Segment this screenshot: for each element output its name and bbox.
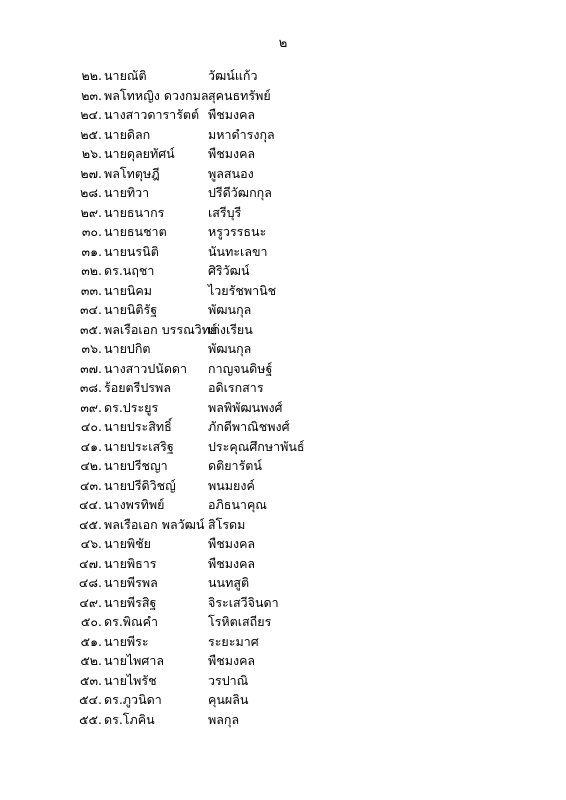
entry-name: นายนิคม bbox=[104, 282, 153, 298]
entry-number: ๒๖. bbox=[81, 146, 102, 161]
entry-number: ๔๔. bbox=[79, 497, 102, 512]
entry-surname: วรปาณิ bbox=[208, 672, 249, 688]
entry-number: ๒๓. bbox=[81, 87, 102, 103]
entry-name: นายทิวา bbox=[104, 185, 150, 200]
entry-number: ๔๘. bbox=[78, 575, 102, 590]
list-item bbox=[0, 437, 566, 457]
entry-surname: พืชมงคล bbox=[208, 653, 256, 668]
entry-number: ๒๕. bbox=[80, 126, 102, 142]
entry-name: นายไพศาล bbox=[104, 653, 165, 668]
list-item bbox=[0, 593, 566, 613]
entry-surname: มหาดำรงกุล bbox=[208, 126, 275, 142]
list-item bbox=[0, 183, 566, 203]
list-item bbox=[0, 710, 566, 730]
list-item bbox=[0, 515, 566, 535]
list-item bbox=[0, 378, 566, 398]
entry-surname: โรหิตเสถียร bbox=[208, 614, 272, 629]
entry-name: นางพรทิพย์ bbox=[104, 497, 165, 512]
entry-name: นายดุลยทัศน์ bbox=[104, 146, 175, 161]
entry-surname: พลพิพัฒนพงศ์ bbox=[208, 399, 283, 415]
entry-surname: เสรีบุรี bbox=[208, 204, 242, 220]
list-item bbox=[0, 573, 566, 593]
list-item bbox=[0, 144, 566, 164]
entry-surname: สิโรดม bbox=[208, 516, 246, 532]
list-item bbox=[0, 66, 566, 86]
entry-name: พลโทตุษฎี bbox=[104, 165, 160, 181]
entry-surname: นันทะเลขา bbox=[208, 243, 268, 259]
entry-surname: พืชมงคล bbox=[208, 146, 256, 161]
entry-surname: คุนผลิน bbox=[208, 692, 249, 707]
entry-name: พลโทหญิง ดวงกมล bbox=[104, 87, 209, 103]
entry-number: ๕๐. bbox=[80, 614, 102, 629]
list-item bbox=[0, 105, 566, 125]
list-item bbox=[0, 281, 566, 301]
entry-surname: ปรีดีวัฒกกุล bbox=[208, 185, 272, 200]
entry-number: ๓๒. bbox=[81, 263, 102, 278]
entry-name: นายพิธาร bbox=[104, 555, 157, 571]
page-number: ๒ bbox=[278, 36, 288, 51]
entry-name: ดร.โภคิน bbox=[104, 711, 155, 727]
list-item bbox=[0, 651, 566, 671]
entry-number: ๕๒. bbox=[80, 653, 102, 668]
entry-number: ๒๗. bbox=[80, 165, 102, 181]
entry-number: ๔๕. bbox=[79, 516, 102, 532]
entry-name: พลเรือเอก พลวัฒน์ bbox=[104, 516, 205, 532]
entry-number: ๔๙. bbox=[79, 594, 102, 610]
list-item bbox=[0, 300, 566, 320]
list-item bbox=[0, 398, 566, 418]
entry-name: พลเรือเอก บรรณวิทย์ bbox=[104, 321, 218, 337]
entry-name: นายพิชัย bbox=[104, 536, 151, 551]
entry-name: นายธนากร bbox=[104, 204, 165, 220]
entry-name: นายไพรัช bbox=[104, 672, 157, 688]
entry-surname: ภักดีพาณิชพงศ์ bbox=[208, 419, 290, 434]
entry-name: นายประสิทธิ์ bbox=[104, 419, 172, 434]
list-item bbox=[0, 534, 566, 554]
entry-name: นางสาวปนัดดา bbox=[104, 360, 188, 376]
entry-surname: อดิเรกสาร bbox=[208, 380, 264, 395]
entry-number: ๔๗. bbox=[79, 555, 102, 571]
entry-name: นายณัติ bbox=[104, 68, 147, 83]
entry-number: ๓๑. bbox=[81, 243, 102, 259]
entry-surname: พูลสนอง bbox=[208, 165, 254, 181]
entry-name: นายธนชาต bbox=[104, 224, 167, 239]
list-item bbox=[0, 456, 566, 476]
entry-number: ๕๕. bbox=[79, 711, 102, 727]
entry-surname: พนมยงค์ bbox=[208, 477, 255, 493]
entry-name: นายพีระ bbox=[104, 633, 149, 649]
entry-name: ดร.พิณคำ bbox=[104, 614, 159, 629]
entry-number: ๓๔. bbox=[80, 302, 102, 317]
list-item bbox=[0, 690, 566, 710]
entry-surname: ระยะมาศ bbox=[208, 633, 259, 649]
list-item bbox=[0, 612, 566, 632]
entry-surname: อภิธนาคุณ bbox=[208, 497, 267, 512]
list-item bbox=[0, 222, 566, 242]
entry-surname: ศิริวัฒน์ bbox=[208, 263, 250, 278]
entry-number: ๓๓. bbox=[80, 282, 102, 298]
list-item bbox=[0, 125, 566, 145]
entry-surname: พืชมงคล bbox=[208, 107, 256, 122]
list-item bbox=[0, 242, 566, 262]
list-item bbox=[0, 203, 566, 223]
entry-surname: พืชมงคล bbox=[208, 536, 256, 551]
entry-surname: พัฒนกุล bbox=[208, 302, 252, 317]
name-list bbox=[0, 66, 566, 729]
list-item bbox=[0, 86, 566, 106]
entry-number: ๒๙. bbox=[80, 204, 102, 220]
list-item bbox=[0, 164, 566, 184]
entry-name: ดร.ภูวนิดา bbox=[104, 692, 162, 707]
entry-number: ๕๔. bbox=[79, 692, 102, 707]
entry-number: ๓๕. bbox=[80, 321, 102, 337]
entry-number: ๓๘. bbox=[79, 380, 102, 395]
entry-surname: หรูวรรธนะ bbox=[208, 224, 267, 239]
list-item bbox=[0, 339, 566, 359]
entry-name: นายปกิต bbox=[104, 341, 151, 356]
entry-number: ๒๘. bbox=[80, 185, 102, 200]
entry-surname: วัฒน์แก้ว bbox=[208, 68, 258, 83]
entry-number: ๔๑. bbox=[80, 438, 102, 454]
list-item bbox=[0, 554, 566, 574]
entry-surname: สุคนธทรัพย์ bbox=[208, 87, 271, 103]
entry-name: นายปรีชญา bbox=[104, 458, 168, 473]
list-item bbox=[0, 671, 566, 691]
list-item bbox=[0, 476, 566, 496]
entry-number: ๒๒. bbox=[81, 68, 102, 83]
entry-surname: เก่งเรียน bbox=[208, 321, 253, 337]
list-item bbox=[0, 632, 566, 652]
entry-surname: พืชมงคล bbox=[208, 555, 256, 571]
entry-surname: พลกุล bbox=[208, 711, 240, 727]
entry-number: ๓๗. bbox=[80, 360, 102, 376]
entry-number: ๔๖. bbox=[80, 536, 102, 551]
list-item bbox=[0, 495, 566, 515]
list-item bbox=[0, 417, 566, 437]
entry-surname: ประคุณศึกษาพันธ์ bbox=[208, 438, 305, 454]
entry-name: นายดิลก bbox=[104, 126, 151, 142]
entry-name: นายประเสริฐ bbox=[104, 438, 174, 454]
entry-number: ๓๖. bbox=[81, 341, 102, 356]
entry-number: ๕๓. bbox=[80, 672, 102, 688]
entry-surname: จิระเสวีจินดา bbox=[208, 594, 279, 610]
entry-surname: ดติยารัตน์ bbox=[208, 458, 262, 473]
entry-name: นางสาวดารารัตต์ bbox=[104, 107, 200, 122]
entry-name: นายพีรสิฐ bbox=[104, 594, 157, 610]
list-item bbox=[0, 261, 566, 281]
entry-name: นายนิติรัฐ bbox=[104, 302, 158, 317]
entry-number: ๔๓. bbox=[80, 477, 102, 493]
list-item bbox=[0, 359, 566, 379]
entry-number: ๔๐. bbox=[80, 419, 102, 434]
entry-surname: นนทสูติ bbox=[208, 575, 250, 590]
entry-name: นายปรีดิวิชญ์ bbox=[104, 477, 176, 493]
entry-number: ๒๔. bbox=[80, 107, 102, 122]
entry-name: ดร.ประยูร bbox=[104, 399, 159, 415]
entry-surname: พัฒนกุล bbox=[208, 341, 252, 356]
entry-surname: ไวยรัชพานิช bbox=[208, 282, 277, 298]
entry-number: ๓๙. bbox=[80, 399, 102, 415]
entry-name: นายพีรพล bbox=[104, 575, 158, 590]
list-item bbox=[0, 320, 566, 340]
entry-name: นายนรนิติ bbox=[104, 243, 159, 259]
entry-name: ร้อยตรีปรพล bbox=[104, 380, 171, 395]
entry-surname: กาญจนดิษฐ์ bbox=[208, 360, 273, 376]
entry-number: ๓๐. bbox=[81, 224, 102, 239]
entry-name: ดร.นฤชา bbox=[104, 263, 155, 278]
entry-number: ๕๑. bbox=[80, 633, 102, 649]
entry-number: ๔๒. bbox=[80, 458, 102, 473]
